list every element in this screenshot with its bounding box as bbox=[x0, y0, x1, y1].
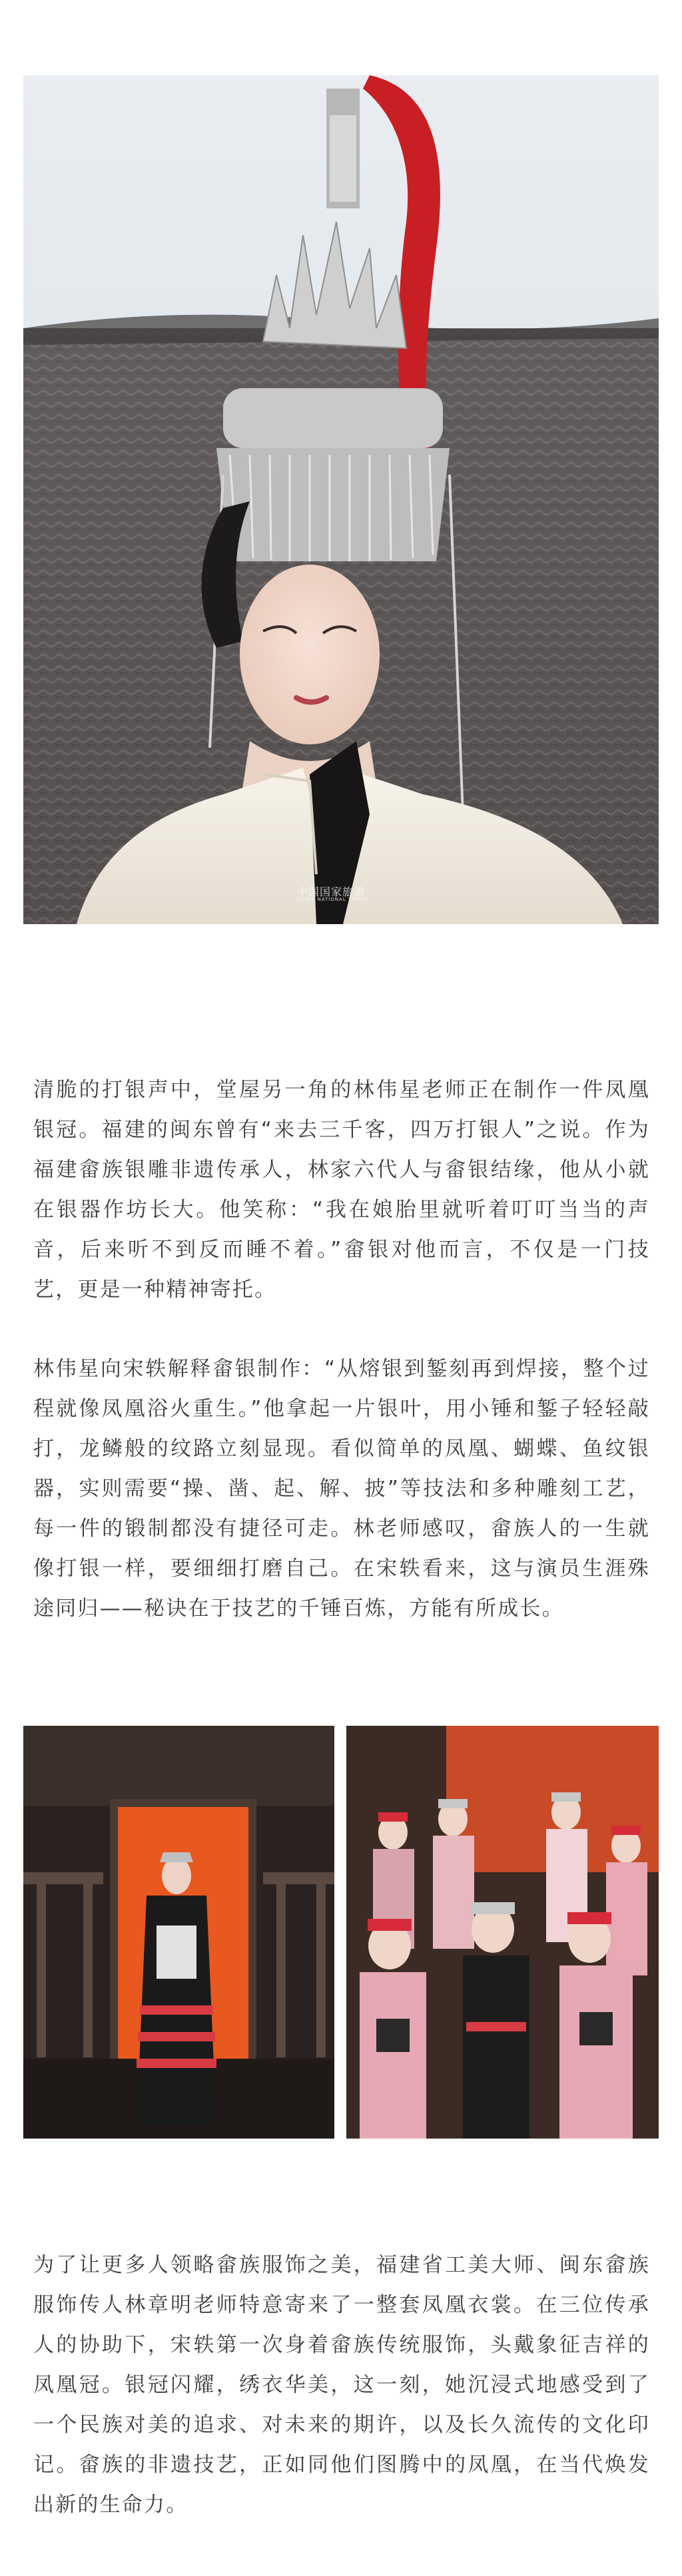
watermark-brand: 中国国家旅游 bbox=[297, 886, 366, 898]
photo-group-illustration bbox=[346, 1726, 659, 2139]
photo-doorway bbox=[23, 1726, 334, 2139]
article-paragraph-3: 为了让更多人领略畲族服饰之美，福建省工美大师、闽东畲族服饰传人林章明老师特意寄来了一整套凤凰衣裳。在三位传承人的协助下，宋轶第一次身着畲族传统服饰，头戴象征吉祥的凤凰冠。银冠闪耀，绣衣华美，这一刻，她沉浸式地感受到了一个民族对美的追求、对未来的期许，以及长久流传的文化印记。畲族的非遗技艺，正如同他们图腾中的凤凰，在当代焕发出新的生命力。 bbox=[33, 2253, 650, 2517]
article-paragraph-1: 清脆的打银声中，堂屋另一角的林伟星老师正在制作一件凤凰银冠。福建的闽东曾有“来去三千客，四万打银人”之说。作为福建畲族银雕非遗传承人，林家六代人与畲银结缘，他从小就在银器作坊长大。他笑称：“我在娘胎里就听着叮叮当当的声音，后来听不到反而睡不着。”畲银对他而言，不仅是一门技艺，更是一种精神寄托。 bbox=[33, 1078, 650, 1302]
photo-group bbox=[346, 1726, 659, 2139]
hero-photo bbox=[23, 75, 659, 924]
hero-photo-illustration bbox=[23, 75, 659, 924]
photo-doorway-illustration bbox=[23, 1726, 334, 2139]
watermark-sub: CHINA NATIONAL TRAVEL bbox=[297, 897, 370, 902]
article-paragraph-2: 林伟星向宋轶解释畲银制作：“从熔银到錾刻再到焊接，整个过程就像凤凰浴火重生。”他拿起一片银叶，用小锤和錾子轻轻敲打，龙鳞般的纹路立刻显现。看似简单的凤凰、蝴蝶、鱼纹银器，实则需要“操、凿、起、解、披”等技法和多种雕刻工艺，每一件的锻制都没有捷径可走。林老师感叹，畲族人的一生就像打银一样，要细细打磨自己。在宋轶看来，这与演员生涯殊途同归——秘诀在于技艺的千锤百炼，方能有所成长。 bbox=[33, 1357, 650, 1621]
